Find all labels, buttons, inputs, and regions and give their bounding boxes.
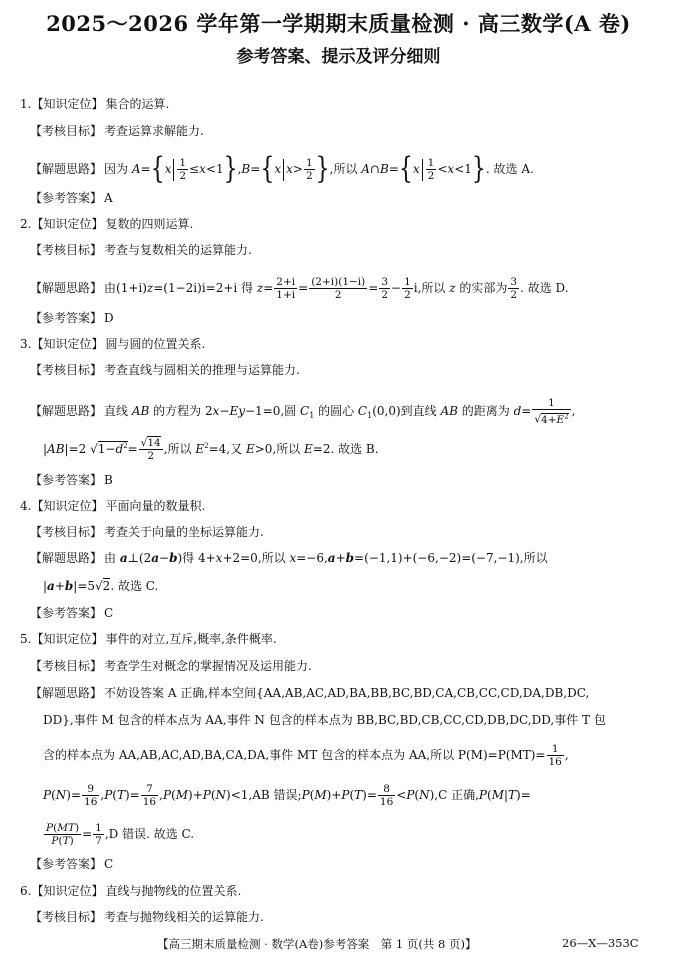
footer-page-info: 【高三期末质量检测 · 数学(A卷)参考答案 第 1 页(共 8 页)】 <box>157 937 477 951</box>
idea-label: 【解题思路】 <box>30 281 103 295</box>
q1-goal: 考查运算求解能力. <box>104 124 204 138</box>
idea-label: 【解题思路】 <box>30 551 103 565</box>
goal-label: 【考核目标】 <box>30 525 103 539</box>
q1-goal-line <box>30 123 204 139</box>
q3-goal: 考查直线与圆相关的推理与运算能力. <box>104 363 300 377</box>
q2-goal: 考查与复数相关的运算能力. <box>104 243 252 257</box>
q3-knowledge-line <box>20 336 205 352</box>
q1-answer-line <box>30 190 113 206</box>
q5-solution-line4: P(N)= $\frac{9}{16}$ ,P(T)= $\frac{7}{16}$ ,P(M)+P(N)<1,AB 错误;P(M)+P(T)= $\frac{8}{16}$ <P(N),C 正确,P(M|T)= <box>43 783 531 808</box>
q5-answer: C <box>104 857 114 871</box>
knowledge-label: 【知识定位】 <box>31 97 104 111</box>
goal-label: 【考核目标】 <box>30 124 103 138</box>
goal-label: 【考核目标】 <box>30 363 103 377</box>
q1-number: 1. <box>20 97 32 111</box>
q5-solution-line3: 含的样本点为 AA,AB,AC,AD,BA,CA,DA,事件 MT 包含的样本点为 AA,所以 P(M)=P(MT)= $\frac{1}{16}$ , <box>43 743 569 768</box>
knowledge-label: 【知识定位】 <box>31 884 104 898</box>
goal-label: 【考核目标】 <box>30 243 103 257</box>
q5-sample-space: 不妨设答案 A 正确,样本空间{AA,AB,AC,AD,BA,BB,BC,BD,CA,CB,CC,CD,DA,DB,DC, <box>104 686 590 700</box>
q2-answer-line <box>30 310 114 326</box>
idea-label: 【解题思路】 <box>30 686 103 700</box>
q2-knowledge: 复数的四则运算. <box>105 217 194 231</box>
page-title: 2025～2026 学年第一学期期末质量检测 · 高三数学(A 卷) <box>46 11 631 36</box>
answer-label: 【参考答案】 <box>30 311 103 325</box>
q4-solution-line2: |a+b|=5√2. 故选 C. <box>43 579 159 593</box>
q5-knowledge-line <box>20 631 277 647</box>
q4-answer-line <box>30 605 113 621</box>
answer-label: 【参考答案】 <box>30 857 103 871</box>
q5-solution-line2: DD},事件 M 包含的样本点为 AA,事件 N 包含的样本点为 BB,BC,BD,CB,CC,CD,DB,DC,DD,事件 T 包 <box>43 713 606 727</box>
q2-knowledge-line <box>20 216 193 232</box>
q4-answer: C <box>104 606 114 620</box>
q2-solution: 【解题思路】 由(1+i)z=(1−2i)i=2+i 得 z= $\frac{2+i}{1+i}$ = $\frac{(2+i)(1-i)}{2}$ = $\frac{3}{2}$ − $\frac{1}{2}$ i,所以 z 的实部为 $\frac{3}{2}$ . 故选 D. <box>30 276 569 301</box>
goal-label: 【考核目标】 <box>30 659 103 673</box>
q3-knowledge: 圆与圆的位置关系. <box>105 337 206 351</box>
q4-solution-line1: 【解题思路】 由 a⊥(2a−b)得 4+x+2=0,所以 x=−6,a+b=(−1,1)+(−6,−2)=(−7,−1),所以 <box>30 551 548 565</box>
q3-solution-line2: |AB|=2 $√1-d^2=$ $\frac{√14}{2}$ ,所以 $E^2=4$,又 E>0,所以 E=2. 故选 B. <box>43 437 379 462</box>
q4-number: 4. <box>20 499 32 513</box>
answer-label: 【参考答案】 <box>30 606 103 620</box>
goal-label: 【考核目标】 <box>30 910 103 924</box>
idea-label: 【解题思路】 <box>30 162 103 176</box>
q3-answer-line <box>30 472 113 488</box>
knowledge-label: 【知识定位】 <box>31 499 104 513</box>
q5-solution-line1 <box>30 685 589 701</box>
q4-knowledge: 平面向量的数量积. <box>105 499 206 513</box>
idea-label: 【解题思路】 <box>30 403 103 418</box>
knowledge-label: 【知识定位】 <box>31 217 104 231</box>
footer-code: 26—X—353C <box>562 936 639 950</box>
q6-goal-line <box>30 909 264 925</box>
q2-answer: D <box>104 311 114 325</box>
q3-goal-line <box>30 362 300 378</box>
q1-solution: 【解题思路】 因为 A={x $\frac{1}{2}$ ≤x<1},B={x x> $\frac{1}{2}$ },所以 A∩B={x $\frac{1}{2}$ <x<1}. 故选 A. <box>30 151 534 186</box>
q6-knowledge: 直线与抛物线的位置关系. <box>105 884 242 898</box>
q1-answer: A <box>104 191 113 205</box>
q1-knowledge-line <box>20 96 169 112</box>
q1-knowledge: 集合的运算. <box>105 97 170 111</box>
q6-goal: 考查与抛物线相关的运算能力. <box>104 910 264 924</box>
q5-answer-line <box>30 856 113 872</box>
q5-number: 5. <box>20 632 32 646</box>
q6-knowledge-line <box>20 883 241 899</box>
q6-number: 6. <box>20 884 32 898</box>
q2-number: 2. <box>20 217 32 231</box>
q5-knowledge: 事件的对立,互斥,概率,条件概率. <box>105 632 277 646</box>
q2-goal-line <box>30 242 252 258</box>
knowledge-label: 【知识定位】 <box>31 632 104 646</box>
q5-goal-line <box>30 658 312 674</box>
q3-solution-line1: 【解题思路】 直线 AB 的方程为 2x−Ey−1=0,圆 $C_1$ 的圆心 $C_1(0,0)$到直线 AB 的距离为 d= $\frac{1}{√4+E^2}$ , <box>30 397 576 426</box>
answer-label: 【参考答案】 <box>30 191 103 205</box>
answer-label: 【参考答案】 <box>30 473 103 487</box>
knowledge-label: 【知识定位】 <box>31 337 104 351</box>
q5-solution-line5: $\frac{P(MT)}{P(T)}$ = $\frac{1}{7}$ ,D 错误. 故选 C. <box>46 822 195 847</box>
q4-knowledge-line <box>20 498 205 514</box>
q5-events: 含的样本点为 AA,AB,AC,AD,BA,CA,DA,事件 MT 包含的样本点为 AA,所以 P(M)=P(MT)= <box>43 748 546 762</box>
page-subtitle: 参考答案、提示及评分细则 <box>236 47 441 67</box>
q4-goal: 考查关于向量的坐标运算能力. <box>104 525 264 539</box>
q3-answer: B <box>104 473 113 487</box>
q3-number: 3. <box>20 337 32 351</box>
q4-goal-line <box>30 524 264 540</box>
q5-goal: 考查学生对概念的掌握情况及运用能力. <box>104 659 312 673</box>
